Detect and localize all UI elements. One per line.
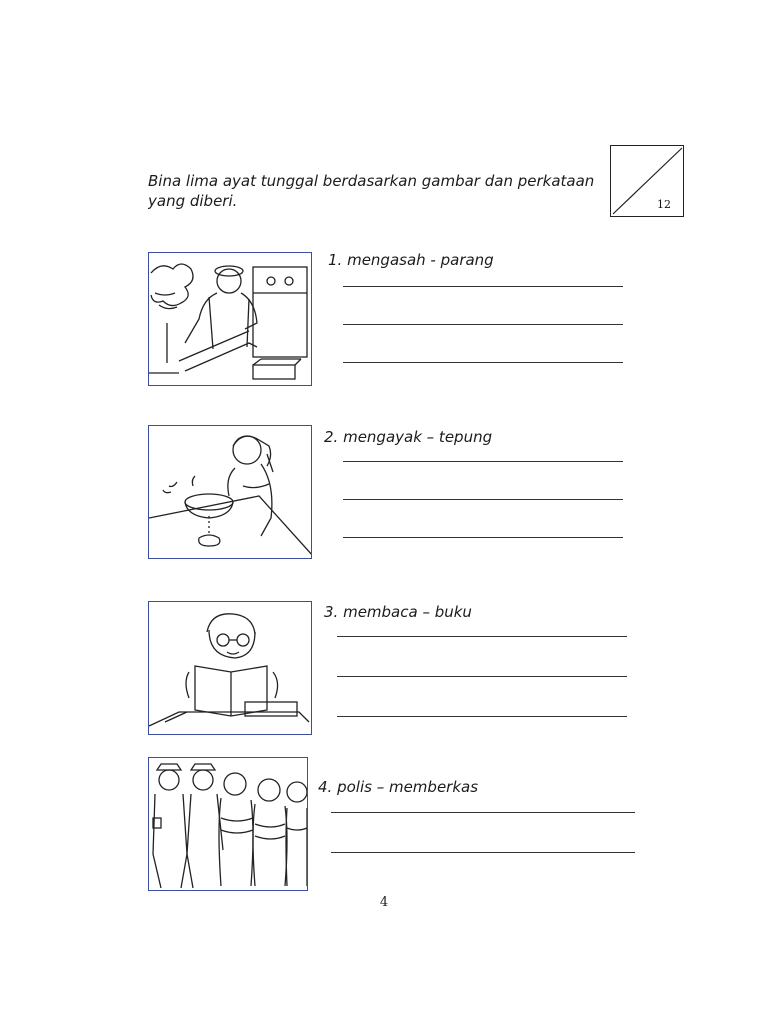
answer-line[interactable] — [331, 812, 635, 813]
score-box — [610, 145, 684, 217]
score-marks: 12 — [657, 198, 671, 211]
answer-line[interactable] — [337, 636, 627, 637]
answer-line[interactable] — [343, 499, 623, 500]
answer-line[interactable] — [343, 461, 623, 462]
police-arresting-men-illustration — [149, 758, 308, 891]
picture-2 — [148, 425, 312, 559]
answer-line[interactable] — [337, 676, 627, 677]
instruction-text — [148, 171, 618, 211]
boy-reading-book-illustration — [149, 602, 312, 735]
man-sharpening-machete-illustration — [149, 253, 312, 386]
answer-line[interactable] — [337, 716, 627, 717]
instruction-line-1: Bina lima ayat tunggal berdasarkan gambar dan perkataan — [148, 172, 595, 190]
page-number: 4 — [379, 895, 389, 910]
girl-sifting-flour-illustration — [149, 426, 312, 559]
picture-3 — [148, 601, 312, 735]
picture-1 — [148, 252, 312, 386]
answer-line[interactable] — [343, 286, 623, 287]
question-2-label: 2. mengayak – tepung — [324, 428, 493, 446]
answer-line[interactable] — [331, 852, 635, 853]
answer-line[interactable] — [343, 537, 623, 538]
question-3-label: 3. membaca – buku — [324, 603, 472, 621]
question-4-label: 4. polis – memberkas — [318, 778, 479, 796]
answer-line[interactable] — [343, 362, 623, 363]
question-1-label: 1. mengasah - parang — [328, 251, 494, 269]
picture-4 — [148, 757, 308, 891]
score-box-diagonal — [611, 146, 683, 216]
answer-line[interactable] — [343, 324, 623, 325]
instruction-line-2: yang diberi. — [148, 192, 238, 210]
